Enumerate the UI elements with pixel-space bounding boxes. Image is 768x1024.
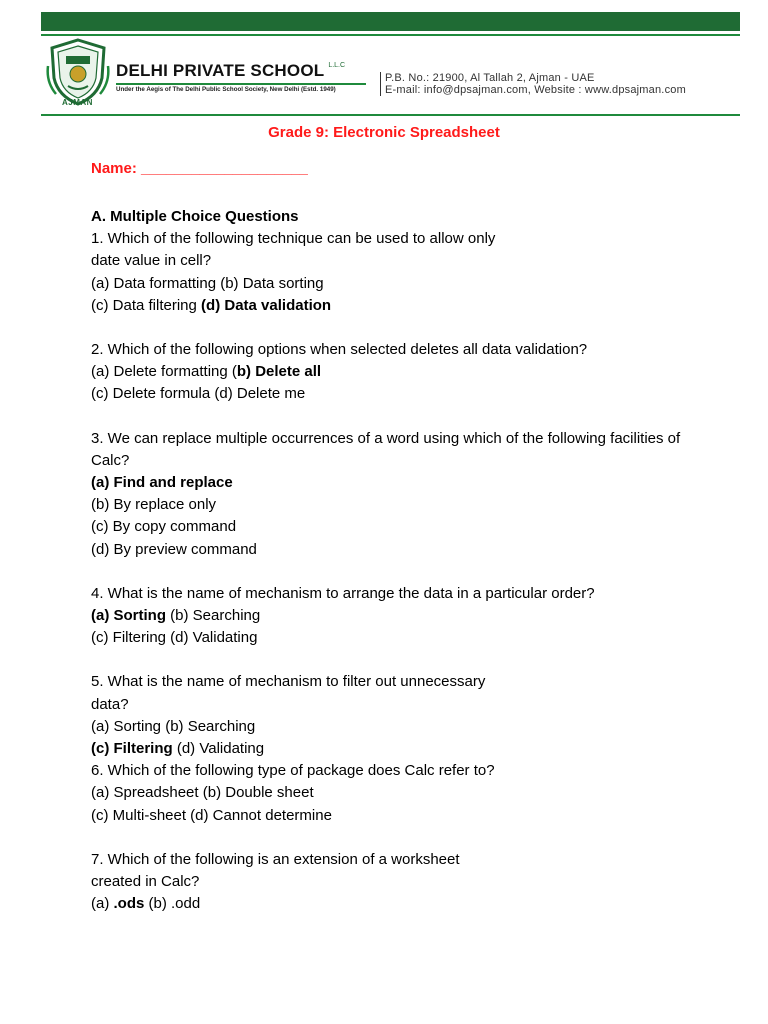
spacer [91, 406, 751, 428]
q5-options-cd [91, 738, 751, 760]
q6-options-cd: (c) Multi-sheet (d) Cannot determine [91, 806, 332, 824]
page-title: Grade 9: Electronic Spreadsheet [268, 124, 500, 141]
school-llc: L.L.C [328, 62, 346, 69]
header-bottom-rule [41, 114, 740, 116]
q1-options-cd [91, 295, 751, 317]
school-name-rule [116, 83, 366, 85]
school-name: DELHI PRIVATE SCHOOL [116, 61, 325, 80]
q7-options-ab [91, 893, 751, 915]
q2-text: 2. Which of the following options when selected deletes all data validation? [91, 341, 588, 359]
q1-text-line2: date value in cell? [91, 252, 212, 270]
q2-answer: b) Delete all [236, 363, 322, 381]
q6-options-ab: (a) Spreadsheet (b) Double sheet [91, 784, 314, 802]
q6-text: 6. Which of the following type of package does Calc refer to? [91, 762, 495, 780]
name-field: Name: ____________________ [91, 160, 308, 177]
q1-options-ab: (a) Data formatting (b) Data sorting [91, 274, 324, 292]
q3-text-line1: 3. We can replace multiple occurrences of a word using which of the following facilities of [91, 429, 681, 447]
q3-option-a: (a) Find and replace [91, 474, 233, 492]
q3-answer [91, 472, 751, 494]
q5-text-line2: data? [91, 695, 129, 713]
q1-option-c: (c) Data filtering [91, 296, 202, 314]
spacer [91, 649, 751, 671]
contact-address: P.B. No.: 21900, Al Tallah 2, Ajman - UAE [385, 72, 595, 84]
q3-option-d: (d) By preview command [91, 540, 257, 558]
header-top-bar [41, 12, 740, 31]
q7-answer: .ods [113, 895, 145, 913]
contact-email-website: E-mail: info@dpsajman.com, Website : www.dpsajman.com [385, 84, 686, 96]
q1-answer: (d) Data validation [201, 296, 332, 314]
q4-answer: (a) Sorting [91, 607, 166, 625]
q5-options-ab: (a) Sorting (b) Searching [91, 717, 256, 735]
q3-option-b: (b) By replace only [91, 496, 217, 514]
q3-option-c: (c) By copy command [91, 518, 237, 536]
q7-text-line1: 7. Which of the following is an extension of a worksheet [91, 850, 460, 868]
q4-text: 4. What is the name of mechanism to arrange the data in a particular order? [91, 584, 595, 602]
q7-option-b: (b) .odd [144, 895, 201, 913]
q2-options-ab [91, 361, 751, 383]
spacer [91, 317, 751, 339]
q7-option-a-label: (a) [91, 895, 114, 913]
q2-options-cd: (c) Delete formula (d) Delete me [91, 385, 306, 403]
school-identity [116, 62, 386, 93]
q5-option-d: (d) Validating [172, 740, 265, 758]
q7-text-line2: created in Calc? [91, 873, 200, 891]
q4-option-b: (b) Searching [166, 607, 261, 625]
spacer [91, 561, 751, 583]
q4-options-ab [91, 605, 751, 627]
header-thin-rule [41, 34, 740, 36]
spacer [91, 827, 751, 849]
crest-caption: AJMAN [62, 98, 93, 107]
q3-text-line2: Calc? [91, 451, 130, 469]
q5-answer: (c) Filtering [91, 740, 173, 758]
aegis-line: Under the Aegis of The Delhi Public School Society, New Delhi (Estd. 1949) [116, 86, 336, 93]
q5-text-line1: 5. What is the name of mechanism to filter out unnecessary [91, 673, 486, 691]
q1-text-line1: 1. Which of the following technique can be used to allow only [91, 230, 496, 248]
q4-options-cd: (c) Filtering (d) Validating [91, 629, 258, 647]
section-heading: A. Multiple Choice Questions [91, 208, 299, 225]
contact-block [380, 72, 686, 96]
question-list [91, 206, 751, 915]
q2-option-a: (a) Delete formatting ( [91, 363, 237, 381]
